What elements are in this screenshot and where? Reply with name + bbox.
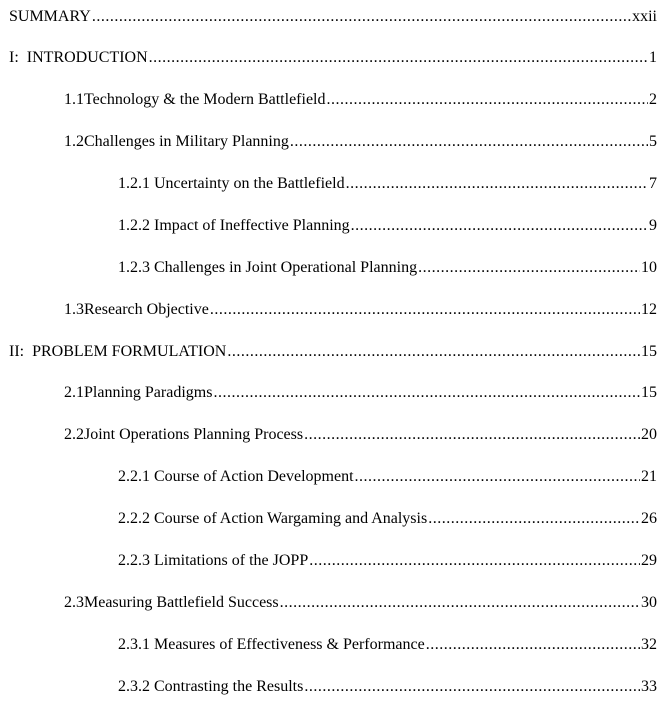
toc-entry-title bbox=[9, 342, 226, 362]
toc-entry-title-text: Challenges in Joint Operational Planning bbox=[154, 259, 418, 276]
dot-leader bbox=[346, 174, 648, 194]
toc-entry-2-2-3[interactable] bbox=[118, 551, 657, 571]
toc-entry-2-3-2[interactable] bbox=[118, 677, 657, 697]
toc-entry-number: 1.2.3 bbox=[118, 259, 150, 276]
toc-entry-title-text: Limitations of the JOPP bbox=[154, 552, 309, 569]
dot-leader bbox=[290, 132, 648, 152]
toc-entry-number: 2.2.3 bbox=[118, 552, 150, 569]
dot-leader bbox=[210, 300, 640, 320]
toc-entry-page: 1 bbox=[649, 49, 657, 66]
toc-entry-title-text: Impact of Ineffective Planning bbox=[154, 217, 350, 234]
toc-entry-title bbox=[118, 216, 350, 236]
toc-entry-title-text: Course of Action Wargaming and Analysis bbox=[154, 510, 428, 527]
toc-entry-page: 12 bbox=[641, 301, 657, 318]
toc-entry-page: 5 bbox=[649, 133, 657, 150]
toc-entry-title: SUMMARY bbox=[9, 8, 91, 25]
toc-entry-2-3-1[interactable] bbox=[118, 635, 657, 655]
toc-entry-2-2-2[interactable] bbox=[118, 509, 657, 529]
toc-entry-page: 15 bbox=[641, 384, 657, 401]
toc-entry-title bbox=[118, 467, 354, 487]
toc-entry-2-2[interactable] bbox=[64, 425, 657, 445]
toc-entry-page: 32 bbox=[641, 636, 657, 653]
toc-entry-number: 2.3.2 bbox=[118, 678, 150, 695]
toc-entry-2-1[interactable] bbox=[64, 383, 657, 403]
toc-entry-2-3[interactable] bbox=[64, 593, 657, 613]
dot-leader bbox=[428, 509, 640, 529]
dot-leader bbox=[149, 48, 648, 68]
dot-leader bbox=[418, 258, 640, 278]
dot-leader bbox=[227, 342, 640, 362]
toc-entry-1-2-3[interactable] bbox=[118, 258, 657, 278]
dot-leader bbox=[280, 593, 640, 613]
toc-entry-title bbox=[118, 635, 425, 655]
toc-entry-number: 2.2.1 bbox=[118, 468, 150, 485]
toc-entry-title bbox=[118, 551, 308, 571]
toc-entry-page: xxii bbox=[632, 8, 657, 25]
toc-entry-title: Challenges in Military Planning bbox=[84, 133, 289, 150]
toc-entry-2-2-1[interactable] bbox=[118, 467, 657, 487]
dot-leader bbox=[213, 383, 640, 403]
toc-entry-title: Research Objective bbox=[84, 301, 209, 318]
toc-entry-page: 15 bbox=[641, 343, 657, 360]
toc-entry-number: 1.2.2 bbox=[118, 217, 150, 234]
toc-entry-page: 29 bbox=[641, 552, 657, 569]
toc-entry-page: 33 bbox=[641, 678, 657, 695]
toc-entry-summary[interactable] bbox=[9, 7, 657, 27]
toc-entry-chapter-2[interactable] bbox=[9, 342, 657, 362]
toc-entry-number: 1.1 bbox=[64, 91, 84, 108]
toc-entry-title: Measuring Battlefield Success bbox=[84, 594, 279, 611]
dot-leader bbox=[351, 216, 648, 236]
toc-entry-1-1[interactable] bbox=[64, 90, 657, 110]
dot-leader bbox=[355, 467, 640, 487]
dot-leader bbox=[426, 635, 640, 655]
toc-entry-1-3[interactable] bbox=[64, 300, 657, 320]
toc-entry-page: 26 bbox=[641, 510, 657, 527]
toc-entry-page: 30 bbox=[641, 594, 657, 611]
toc-entry-1-2-2[interactable] bbox=[118, 216, 657, 236]
toc-entry-page: 2 bbox=[649, 91, 657, 108]
toc-entry-number: II: bbox=[9, 343, 25, 360]
toc-entry-number: 1.2 bbox=[64, 133, 84, 150]
toc-entry-1-2-1[interactable] bbox=[118, 174, 657, 194]
toc-entry-title bbox=[118, 509, 427, 529]
toc-entry-number: 2.1 bbox=[64, 384, 84, 401]
toc-entry-page: 10 bbox=[641, 259, 657, 276]
toc-entry-number: I: bbox=[9, 49, 19, 66]
toc-entry-chapter-1[interactable] bbox=[9, 48, 657, 68]
toc-entry-title-text: PROBLEM FORMULATION bbox=[32, 343, 227, 360]
toc-entry-page: 20 bbox=[641, 426, 657, 443]
toc-entry-title bbox=[118, 258, 417, 278]
toc-entry-page: 21 bbox=[641, 468, 657, 485]
toc-entry-title bbox=[9, 48, 148, 68]
toc-entry-title-text: INTRODUCTION bbox=[26, 49, 148, 66]
toc-entry-title: Joint Operations Planning Process bbox=[84, 426, 304, 443]
dot-leader bbox=[304, 677, 640, 697]
toc-entry-title-text: Course of Action Development bbox=[154, 468, 354, 485]
toc-entry-number: 1.3 bbox=[64, 301, 84, 318]
dot-leader bbox=[304, 425, 640, 445]
toc-entry-title: Planning Paradigms bbox=[84, 384, 213, 401]
dot-leader bbox=[309, 551, 640, 571]
toc-entry-number: 2.2.2 bbox=[118, 510, 150, 527]
toc-entry-page: 9 bbox=[649, 217, 657, 234]
toc-entry-1-2[interactable] bbox=[64, 132, 657, 152]
toc-entry-number: 1.2.1 bbox=[118, 175, 150, 192]
toc-entry-title-text: Measures of Effectiveness & Performance bbox=[154, 636, 425, 653]
toc-entry-number: 2.2 bbox=[64, 426, 84, 443]
dot-leader bbox=[326, 90, 648, 110]
toc-entry-title-text: Contrasting the Results bbox=[154, 678, 304, 695]
toc-entry-title bbox=[118, 677, 303, 697]
toc-entry-title: Technology & the Modern Battlefield bbox=[84, 91, 326, 108]
toc-entry-number: 2.3.1 bbox=[118, 636, 150, 653]
toc-entry-title-text: Uncertainty on the Battlefield bbox=[154, 175, 345, 192]
toc-entry-page: 7 bbox=[649, 175, 657, 192]
toc-entry-title bbox=[118, 174, 345, 194]
dot-leader bbox=[92, 7, 631, 27]
toc-entry-number: 2.3 bbox=[64, 594, 84, 611]
